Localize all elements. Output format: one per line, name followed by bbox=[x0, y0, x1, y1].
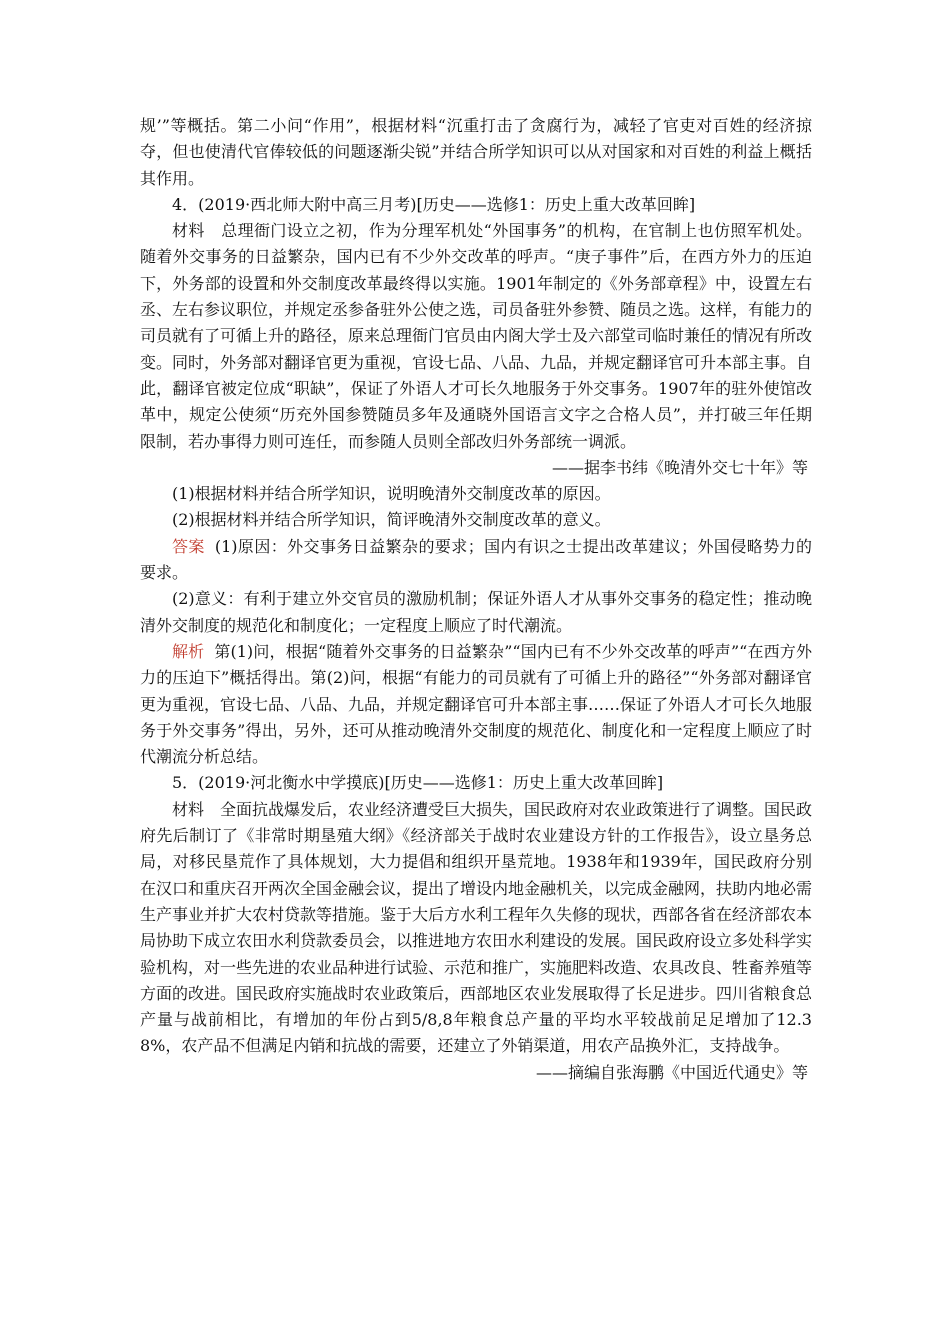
question-4-material: 材料 总理衙门设立之初，作为分理军机处“外国事务”的机构，在官制上也仿照军机处。随着外交事务的日益繁杂，国内已有不少外交改革的呼声。“庚子事件”后，在西方外力的压迫下，外务部的设置和外交制度改革最终得以实施。1901年制定的《外务部章程》中，设置左右丞、左右参议职位，并规定丞参备驻外公使之选，司员备驻外参赞、随员之选。这样，有能力的司员就有了可循上升的路径，原来总理衙门官员由内阁大学士及六部堂司临时兼任的情况有所改变。同时，外务部对翻译官更为重视，官设七品、八品、九品，并规定翻译官可升本部主事。自此，翻译官被定位成“职缺”，保证了外语人才可长久地服务于外交事务。1907年的驻外使馆改革中，规定公使须“历充外国参赞随员多年及通晓外国语言文字之合格人员”，并打破三年任期限制，若办事得力则可连任，而参随人员则全部改归外务部统一调派。 bbox=[140, 221, 813, 451]
question-4-answer-1 bbox=[140, 534, 812, 587]
answer-label: 答案 bbox=[172, 536, 205, 556]
question-5-material: 材料 全面抗战爆发后，农业经济遭受巨大损失，国民政府对农业政策进行了调整。国民政府先后制订了《非常时期垦殖大纲》《经济部关于战时农业建设方针的工作报告》，设立垦务总局，对移民垦荒作了具体规划，大力提倡和组织开垦荒地。1938年和1939年，国民政府分别在汉口和重庆召开两次全国金融会议，提出了增设内地金融机关，以完成金融网，扶助内地必需生产事业并扩大农村贷款等措施。鉴于大后方水利工程年久失修的现状，西部各省在经济部农本局协助下成立农田水利贷款委员会，以推进地方农田水利建设的发展。国民政府设立多处科学实验机构，对一些先进的农业品种进行试验、示范和推广，实施肥料改造、农具改良、牲畜养殖等方面的改进。国民政府实施战时农业政策后，西部地区农业发展取得了长足进步。四川省粮食总产量与战前相比，有增加的年份占到5/8,8年粮食总产量的平均水平较战前足足增加了12.38%，农产品不但满足内销和抗战的需要，还建立了外销渠道，用农产品换外汇，支持战争。 bbox=[140, 799, 813, 1056]
question-4-source: ——据李书纬《晚清外交七十年》等 bbox=[551, 457, 808, 477]
question-4-analysis bbox=[140, 639, 812, 770]
question-4-subquestion-2: (2)根据材料并结合所学知识，简评晚清外交制度改革的意义。 bbox=[172, 510, 611, 530]
question-4-subquestion-1: (1)根据材料并结合所学知识，说明晚清外交制度改革的原因。 bbox=[172, 484, 611, 504]
answer-1-text: (1)原因：外交事务日益繁杂的要求；国内有识之士提出改革建议；外国侵略势力的要求。 bbox=[140, 536, 812, 583]
question-5-title: 5．(2019·河北衡水中学摸底)[历史——选修1：历史上重大改革回眸] bbox=[172, 773, 664, 793]
document-page bbox=[140, 113, 812, 1086]
question-4-answer-2: (2)意义：有利于建立外交官员的激励机制；保证外语人才从事外交事务的稳定性；推动晚清外交制度的规范化和制度化；一定程度上顺应了时代潮流。 bbox=[140, 589, 812, 635]
analysis-text: 第(1)问，根据“随着外交事务的日益繁杂”“国内已有不少外交改革的呼声”“在西方外力的压迫下”概括得出。第(2)问，根据“有能力的司员就有了可循上升的路径”“外务部对翻译官更为重视，官设七品、八品、九品，并规定翻译官可升本部主事……保证了外语人才可长久地服务于外交事务”得出，另外，还可从推动晚清外交制度的规范化、制度化和一定程度上顺应了时代潮流分析总结。 bbox=[140, 641, 813, 767]
analysis-label: 解析 bbox=[172, 641, 205, 661]
question-5-source: ——摘编自张海鹏《中国近代通史》等 bbox=[535, 1062, 808, 1082]
question-4-title: 4．(2019·西北师大附中高三月考)[历史——选修1：历史上重大改革回眸] bbox=[172, 194, 696, 214]
previous-analysis-continuation: 规’”等概括。第二小问“作用”，根据材料“沉重打击了贪腐行为，减轻了官吏对百姓的经济掠夺，但也使清代官俸较低的问题逐渐尖锐”并结合所学知识可以从对国家和对百姓的利益上概括其作用。 bbox=[140, 116, 812, 188]
